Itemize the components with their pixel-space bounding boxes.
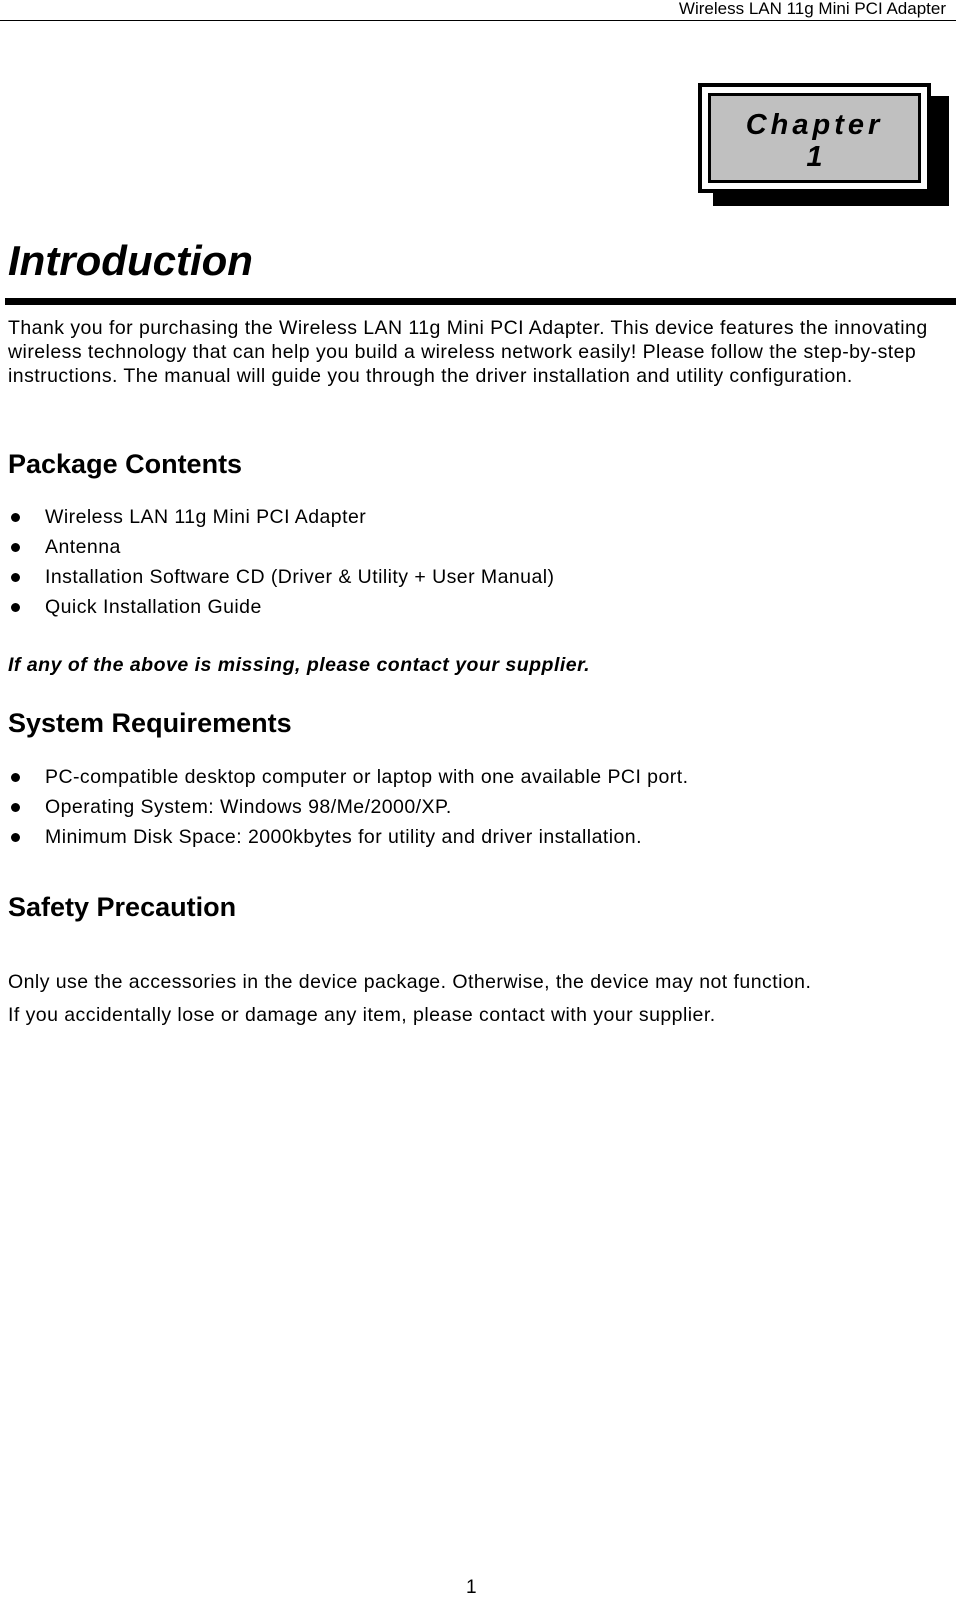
running-header — [0, 0, 956, 21]
safety-line: If you accidentally lose or damage any item, please contact with your supplier. — [8, 1004, 716, 1026]
bullet-icon — [11, 833, 20, 842]
bullet-icon — [11, 773, 20, 782]
list-item-text: Quick Installation Guide — [45, 596, 262, 618]
missing-items-note: If any of the above is missing, please contact your supplier. — [8, 654, 591, 676]
bullet-icon — [11, 513, 20, 522]
safety-line: Only use the accessories in the device package. Otherwise, the device may not function. — [8, 971, 812, 993]
page-number: 1 — [466, 1577, 477, 1598]
bullet-icon — [11, 603, 20, 612]
chapter-badge-inner — [708, 93, 921, 183]
chapter-label: Chapter — [745, 109, 884, 141]
list-item-text: PC-compatible desktop computer or laptop with one available PCI port. — [45, 766, 689, 788]
chapter-badge — [698, 83, 931, 193]
safety-precaution-heading: Safety Precaution — [8, 892, 237, 922]
chapter-number: 1 — [806, 141, 823, 173]
bullet-icon — [11, 573, 20, 582]
title-divider — [5, 298, 956, 305]
list-item-text: Operating System: Windows 98/Me/2000/XP. — [45, 796, 452, 818]
list-item-text: Installation Software CD (Driver & Utility + User Manual) — [45, 566, 555, 588]
bullet-icon — [11, 543, 20, 552]
list-item-text: Minimum Disk Space: 2000kbytes for utility and driver installation. — [45, 826, 642, 848]
list-item-text: Wireless LAN 11g Mini PCI Adapter — [45, 506, 367, 528]
intro-paragraph: Thank you for purchasing the Wireless LAN 11g Mini PCI Adapter. This device features the innovating wireless technology that can help you build a wireless network easily! Please follow the step-by-step instructions. The manual will guide you through the driver installation and utility configuration. — [8, 317, 928, 387]
bullet-icon — [11, 803, 20, 812]
list-item-text: Antenna — [45, 536, 121, 558]
system-requirements-heading: System Requirements — [8, 708, 292, 738]
page-title: Introduction — [8, 237, 253, 284]
running-header-title: Wireless LAN 11g Mini PCI Adapter — [678, 0, 946, 18]
package-contents-heading: Package Contents — [8, 449, 243, 479]
